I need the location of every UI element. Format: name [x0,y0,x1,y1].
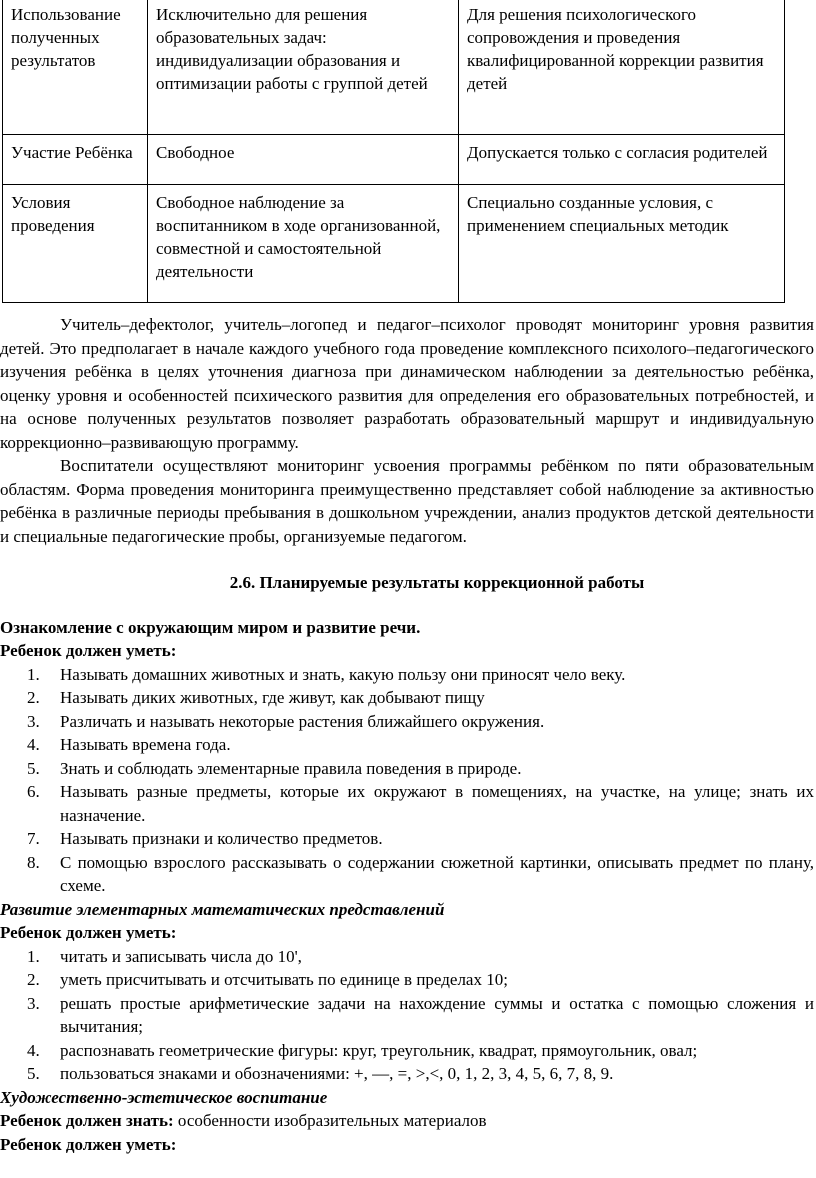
list-item: 8. С помощью взрослого рассказывать о содержании сюжетной картинки, описывать предмет по плану, схеме. [27,852,814,895]
list-item: 3. решать простые арифметические задачи на нахождение суммы и остатка с помощью сложения и вычитания; [27,993,814,1036]
list-item: 3. Различать и называть некоторые растения ближайшего окружения. [27,711,545,731]
table-cell: Для решения психологического сопровождения и проведения квалифицированной коррекции развития детей [459,0,785,135]
section-heading: 2.6. Планируемые результаты коррекционной работы [229,573,645,592]
comparison-table [2,0,785,303]
know-label: Ребенок должен знать: [0,1111,174,1130]
list-item: 2. уметь присчитывать и отсчитывать по единице в пределах 10; [27,970,508,989]
section-title: Художественно-эстетическое воспитание [0,1087,328,1107]
list-item: 1. читать и записывать числа до 10', [27,946,302,966]
list [0,663,814,898]
list [0,945,814,1086]
table-row [3,135,785,185]
table-cell: Свободное [148,135,459,185]
section-know-line [0,1109,814,1133]
list-item: 7. Называть признаки и количество предметов. [27,829,383,848]
table-cell: Допускается только с согласия родителей [459,135,785,185]
section-title: Развитие элементарных математических представлений [0,899,445,919]
table-cell: Участие Ребёнка [3,135,148,185]
table-cell: Свободное наблюдение за воспитанником в ходе организованной, совместной и самостоятельной деятельности [148,185,459,303]
section-subtitle: Ребенок должен уметь: [0,1134,177,1154]
table-row [3,185,785,303]
list-item: 2. Называть диких животных, где живут, как добывают пищу [27,688,485,707]
list-item: 5. пользоваться знаками и обозначениями: +, —, =, >,<, 0, 1, 2, 3, 4, 5, 6, 7, 8, 9. [27,1064,614,1083]
table-cell: Специально созданные условия, с применением специальных методик [459,185,785,303]
list-item: 6. Называть разные предметы, которые их окружают в помещениях, на участке, на улице; знать их назначение. [27,782,814,825]
paragraph: Воспитатели осуществляют мониторинг усвоения программы ребёнком по пяти образовательным областям. Форма проведения мониторинга преимущественно представляет собой наблюдение за активностью ребёнка в различные периоды пребывания в дошкольном учреждении, анализ продуктов детской деятельности и специальные педагогические пробы, организуемые педагогом. [0,456,814,546]
list-item: 5. Знать и соблюдать элементарные правила поведения в природе. [27,758,522,778]
table-row [3,0,785,135]
section-subtitle: Ребенок должен уметь: [0,923,177,942]
list-item: 4. распознавать геометрические фигуры: круг, треугольник, квадрат, прямоугольник, овал; [27,1040,698,1060]
section-subtitle: Ребенок должен уметь: [0,641,177,660]
list-item: 1. Называть домашних животных и знать, какую пользу они приносят чело веку. [27,664,626,684]
know-text: особенности изобразительных материалов [173,1111,487,1130]
table-cell: Использование полученных результатов [3,0,148,135]
table-cell: Исключительно для решения образовательных задач: индивидуализации образования и оптимизации работы с группой детей [148,0,459,135]
list-item: 4. Называть времена года. [27,735,231,754]
paragraph: Учитель–дефектолог, учитель–логопед и педагог–психолог проводят мониторинг уровня развития детей. Это предполагает в начале каждого учебного года проведение комплексного психолого–педагогического изучения ребёнка в целях уточнения диагноза при динамическом наблюдении за деятельностью ребёнка, оценку уровня и особенностей психического развития для определения его образовательных потребностей, и на основе полученных результатов позволяет разработать образовательный маршрут и индивидуальную коррекционно–развивающую программу. [0,315,814,452]
table-cell: Условия проведения [3,185,148,303]
section-title: Ознакомление с окружающим миром и развитие речи. [0,617,421,637]
document-body [0,313,814,1156]
